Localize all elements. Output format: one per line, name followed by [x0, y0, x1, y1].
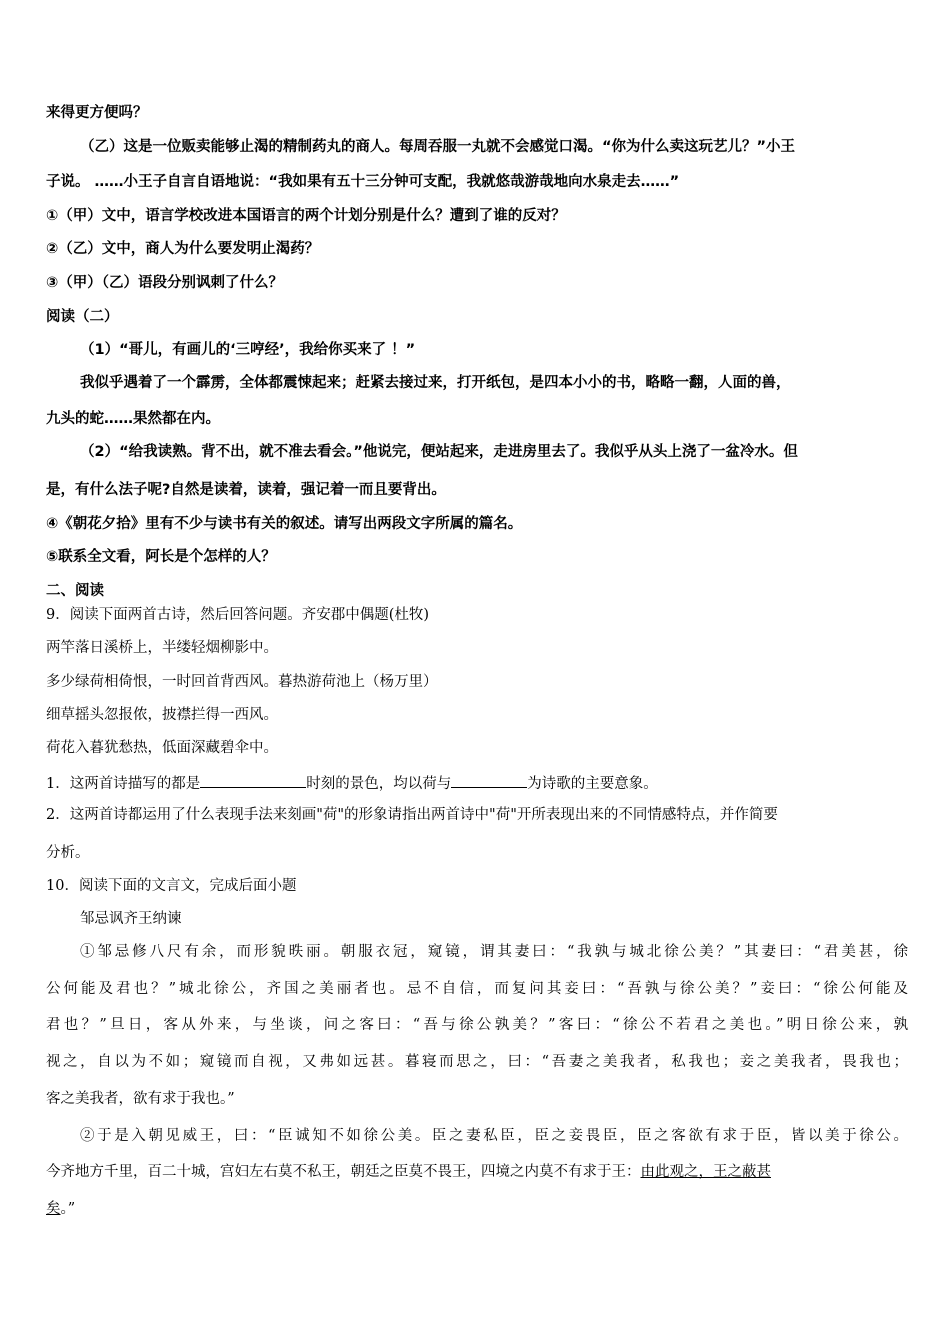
- passage-line: [46, 1161, 771, 1183]
- text-line: （1）“哥儿，有画儿的‘三哼经’，我给你买来了 ！”: [80, 342, 416, 358]
- sub-question-1-part-b: 时刻的景色，均以荷与: [306, 776, 452, 792]
- passage-line: 客之美我者，欲有求于我也。”: [46, 1091, 235, 1107]
- poem-line: 两竿落日溪桥上，半缕轻烟柳影中。: [46, 640, 278, 656]
- question-10: 10．阅读下面的文言文，完成后面小题: [46, 878, 297, 894]
- passage-line: [46, 1198, 75, 1220]
- part-heading: 二、阅读: [46, 583, 104, 599]
- passage-title: 邹忌讽齐王纳谏: [80, 911, 182, 927]
- question-3: ③（甲）（乙）语段分别讽刺了什么？: [46, 275, 284, 291]
- text-line: （乙）这是一位贩卖能够止渴的精制药丸的商人。每周吞服一丸就不会感觉口渴。“你为什么卖这玩艺儿？”小王: [80, 139, 796, 155]
- sub-question-1-part-c: 为诗歌的主要意象。: [527, 776, 658, 792]
- question-5: ⑤联系全文看，阿长是个怎样的人？: [46, 549, 276, 565]
- question-9: 9．阅读下面两首古诗，然后回答问题。齐安郡中偶题(杜牧): [46, 607, 430, 623]
- poem-line: 多少绿荷相倚恨，一时回首背西风。暮热游荷池上（杨万里）: [46, 674, 438, 690]
- sub-question-1: [46, 771, 658, 795]
- sub-question-2-cont: 分析。: [46, 845, 90, 861]
- question-2: ②（乙）文中，商人为什么要发明止渴药？: [46, 241, 320, 257]
- passage-line: 视之，自以为不如；窥镜而自视，又弗如远甚。暮寝而思之，曰：“吾妻之美我者，私我也；妾之美我者，畏我也；: [46, 1054, 908, 1070]
- passage-line: 公何能及君也？”城北徐公，齐国之美丽者也。忌不自信，而复问其妾曰：“吾孰与徐公美？”妾曰：“徐公何能及: [46, 981, 908, 997]
- poem-line: 荷花入暮犹愁热，低面深藏碧伞中。: [46, 740, 278, 756]
- passage-line: ①邹忌修八尺有余，而形貌昳丽。朝服衣冠，窥镜，谓其妻曰：“我孰与城北徐公美？”其妻曰：“君美甚，徐: [80, 944, 908, 960]
- passage-line: 君也？”旦日，客从外来，与坐谈，问之客曰：“吾与徐公孰美？”客曰：“徐公不若君之美也。”明日徐公来，孰: [46, 1017, 908, 1033]
- text-line: 来得更方便吗？: [46, 105, 148, 121]
- section-heading: 阅读（二）: [46, 309, 119, 325]
- question-4: ④《朝花夕拾》里有不少与读书有关的叙述。请写出两段文字所属的篇名。: [46, 516, 523, 532]
- passage-text: 今齐地方千里，百二十城，宫妇左右莫不私王，朝廷之臣莫不畏王，四境之内莫不有求于王：: [46, 1164, 641, 1180]
- sub-question-2: 2．这两首诗都运用了什么表现手法来刻画"荷"的形象请指出两首诗中"荷"开所表现出来的不同情感特点，并作简要: [46, 807, 778, 823]
- text-line: 九头的蛇……果然都在内。: [46, 411, 220, 427]
- passage-text: 。”: [60, 1201, 76, 1217]
- text-line: 子说。 ……小王子自言自语地说：“我如果有五十三分钟可支配，我就悠哉游哉地向水泉走去……”: [46, 174, 680, 190]
- underlined-phrase: 由此观之，王之蔽甚: [640, 1164, 771, 1180]
- underlined-phrase-end: 矣: [46, 1201, 61, 1217]
- text-line: （2）“给我读熟。背不出，就不准去看会。”他说完，便站起来，走进房里去了。我似乎从头上浇了一盆冷水。但: [80, 444, 798, 460]
- answer-blank-1[interactable]: [200, 771, 306, 788]
- answer-blank-2[interactable]: [451, 771, 527, 788]
- poem-line: 细草摇头忽报侬，披襟拦得一西风。: [46, 707, 278, 723]
- sub-question-1-part-a: 1．这两首诗描写的都是: [46, 776, 201, 792]
- question-1: ①（甲）文中，语言学校改进本国语言的两个计划分别是什么？遭到了谁的反对？: [46, 208, 566, 224]
- passage-line: ②于是入朝见威王，曰：“臣诚知不如徐公美。臣之妻私臣，臣之妾畏臣，臣之客欲有求于臣，皆以美于徐公。: [80, 1128, 908, 1144]
- text-line: 是，有什么法子呢?自然是读着，读着，强记着一而且要背出。: [46, 482, 446, 498]
- text-line: 我似乎遇着了一个霹雳，全体都震悚起来；赶紧去接过来，打开纸包，是四本小小的书，略略一翻，人面的兽，: [80, 375, 791, 391]
